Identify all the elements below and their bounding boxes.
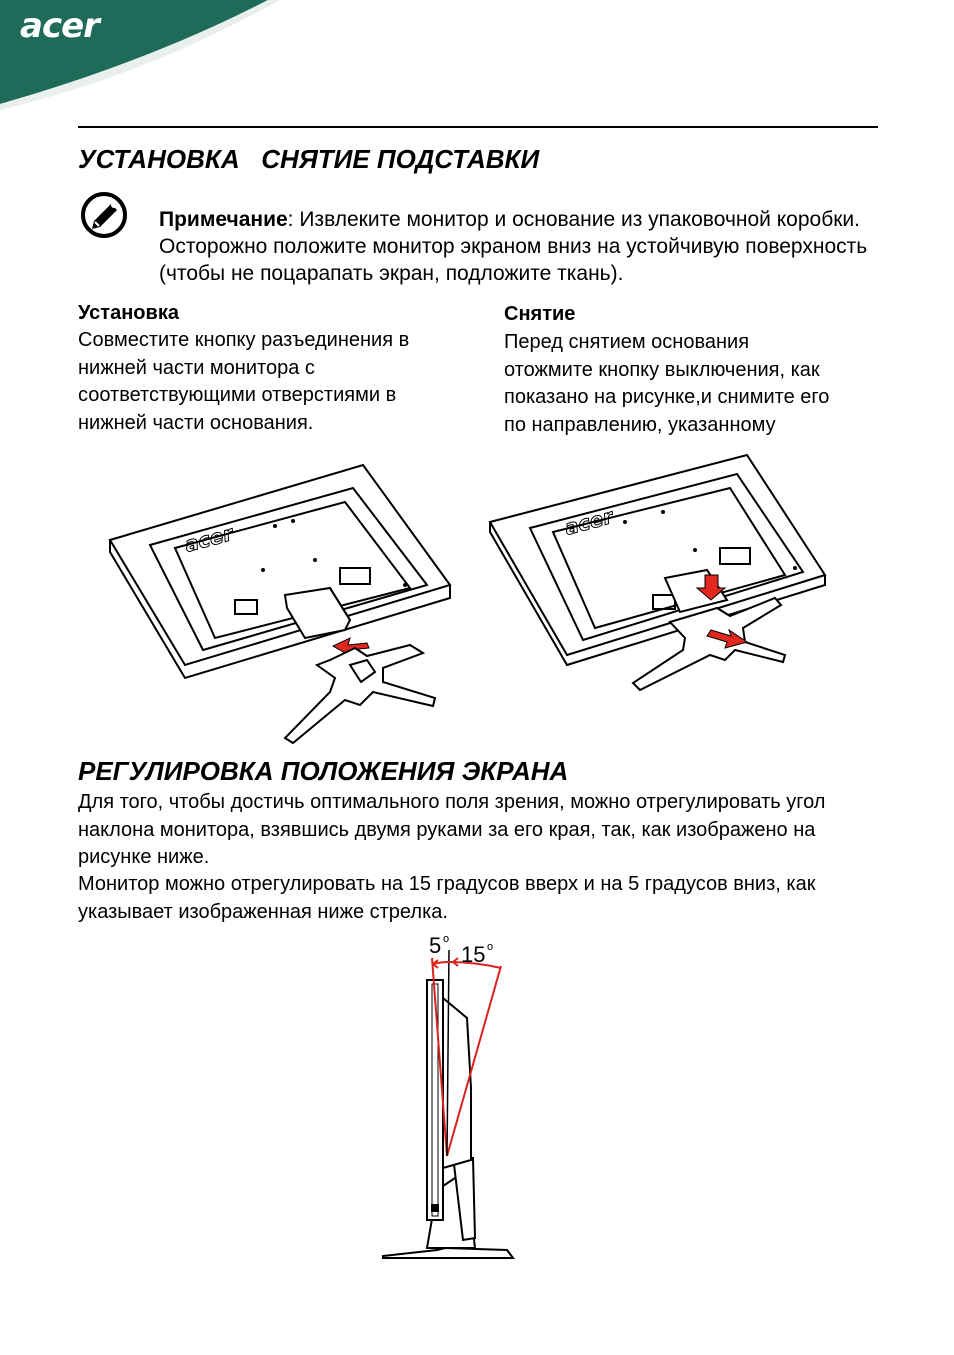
note-text: : Извлеките монитор и основание из упаковочной коробки. Осторожно положите монитор экраном вниз на устойчивую поверхность (чтобы не поцарапать экран, подложите ткань). xyxy=(159,208,868,285)
angle-down-degree: o xyxy=(443,933,450,945)
back-logo: acer xyxy=(182,521,236,557)
back-logo-2: acer xyxy=(562,504,616,540)
acer-logo: acer xyxy=(20,6,99,46)
install-text: Совместите кнопку разъединения в нижней части монитора с соответствующими отверстиями в нижней части основания. xyxy=(78,329,410,434)
remove-illustration xyxy=(485,450,835,695)
angle-down-label: 5 xyxy=(429,933,442,958)
tilt-paragraph-2: Монитор можно отрегулировать на 15 градусов вверх и на 5 градусов вниз, как указывает изображенная ниже стрелка. xyxy=(78,873,816,923)
angle-up-label: 15 xyxy=(461,942,486,967)
remove-text: Перед снятием основания отожмите кнопку выключения, как показано на рисунке,и снимите его по направлению, указанному xyxy=(504,331,830,436)
remove-heading: Снятие xyxy=(504,303,576,325)
tilt-heading: РЕГУЛИРОВКА ПОЛОЖЕНИЯ ЭКРАНА xyxy=(78,756,569,786)
tilt-angle-illustration xyxy=(375,928,525,1268)
note-paragraph xyxy=(159,206,879,287)
note-label: Примечание xyxy=(159,208,288,231)
note-pencil-icon xyxy=(80,191,128,239)
page-title: УСТАНОВКА СНЯТИЕ ПОДСТАВКИ xyxy=(78,144,540,174)
header-divider xyxy=(78,126,878,128)
tilt-paragraph-1: Для того, чтобы достичь оптимального поля зрения, можно отрегулировать угол наклона монитора, взявшись двумя руками за его края, так, как изображено на рисунке ниже. xyxy=(78,791,826,868)
install-heading: Установка xyxy=(78,302,179,324)
install-illustration xyxy=(105,460,460,750)
angle-up-degree: o xyxy=(487,941,494,953)
